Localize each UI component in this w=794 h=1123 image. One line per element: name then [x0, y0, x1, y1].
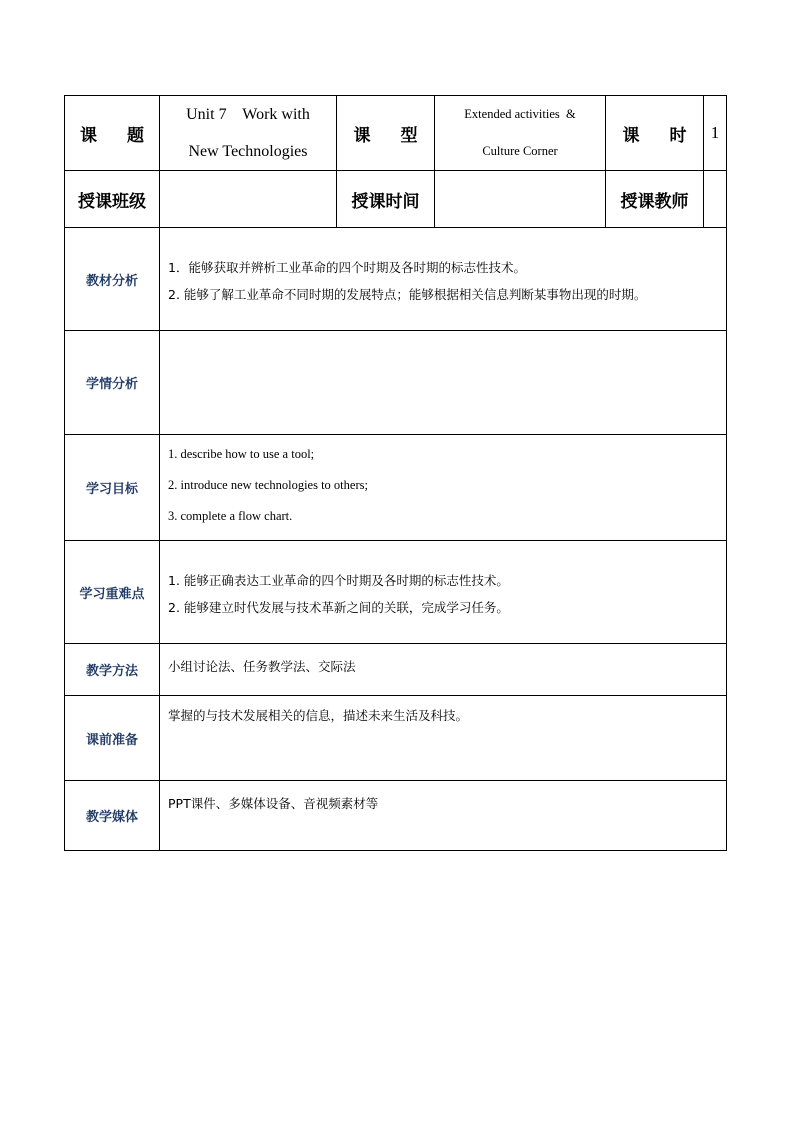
teacher-value: [704, 171, 727, 228]
teaching-media-line: PPT课件、多媒体设备、音视频素材等: [168, 796, 379, 811]
row-preparation: [65, 696, 727, 781]
class-label: 授课班级: [65, 171, 160, 228]
teacher-label: 授课教师: [606, 171, 704, 228]
student-analysis-content: [160, 331, 727, 435]
time-value: [435, 171, 606, 228]
student-analysis-label: 学情分析: [65, 331, 160, 435]
key-points-content: [160, 541, 727, 644]
learning-objectives-label: 学习目标: [65, 435, 160, 541]
objective-line-3: 3. complete a flow chart.: [168, 509, 293, 523]
row-teaching-media: [65, 781, 727, 851]
teaching-media-content: [160, 781, 727, 851]
topic-line-1: Unit 7 Work with: [186, 106, 310, 123]
objective-line-1: 1. describe how to use a tool;: [168, 447, 315, 461]
type-value: [435, 96, 606, 171]
preparation-content: [160, 696, 727, 781]
period-label: 课 时: [606, 96, 704, 171]
teaching-media-label: 教学媒体: [65, 781, 160, 851]
lesson-plan-table: [64, 95, 727, 851]
key-point-line-2: 2. 能够建立时代发展与技术革新之间的关联，完成学习任务。: [168, 600, 509, 615]
row-student-analysis: [65, 331, 727, 435]
class-value: [160, 171, 337, 228]
row-key-points: [65, 541, 727, 644]
textbook-analysis-label: 教材分析: [65, 228, 160, 331]
learning-objectives-content: [160, 435, 727, 541]
preparation-line: 掌握的与技术发展相关的信息，描述未来生活及科技。: [168, 708, 469, 723]
objective-line-2: 2. introduce new technologies to others;: [168, 478, 368, 492]
key-point-line-1: 1. 能够正确表达工业革命的四个时期及各时期的标志性技术。: [168, 573, 509, 588]
key-points-label: 学习重难点: [65, 541, 160, 644]
teaching-methods-line: 小组讨论法、任务教学法、交际法: [168, 659, 356, 674]
teaching-methods-content: [160, 644, 727, 696]
period-value: 1: [704, 96, 727, 171]
textbook-line-2: 2. 能够了解工业革命不同时期的发展特点；能够根据相关信息判断某事物出现的时期。: [168, 287, 647, 302]
type-line-2: Culture Corner: [482, 144, 558, 158]
textbook-analysis-content: [160, 228, 727, 331]
row-textbook-analysis: [65, 228, 727, 331]
topic-label: 课 题: [65, 96, 160, 171]
header-row-topic: [65, 96, 727, 171]
topic-line-2: New Technologies: [188, 143, 308, 160]
teaching-methods-label: 教学方法: [65, 644, 160, 696]
type-label: 课 型: [337, 96, 435, 171]
row-learning-objectives: [65, 435, 727, 541]
row-teaching-methods: [65, 644, 727, 696]
header-row-class: [65, 171, 727, 228]
type-line-1: Extended activities &: [464, 107, 576, 121]
preparation-label: 课前准备: [65, 696, 160, 781]
topic-value: [160, 96, 337, 171]
textbook-line-1: 1．能够获取并辨析工业革命的四个时期及各时期的标志性技术。: [168, 260, 526, 275]
time-label: 授课时间: [337, 171, 435, 228]
